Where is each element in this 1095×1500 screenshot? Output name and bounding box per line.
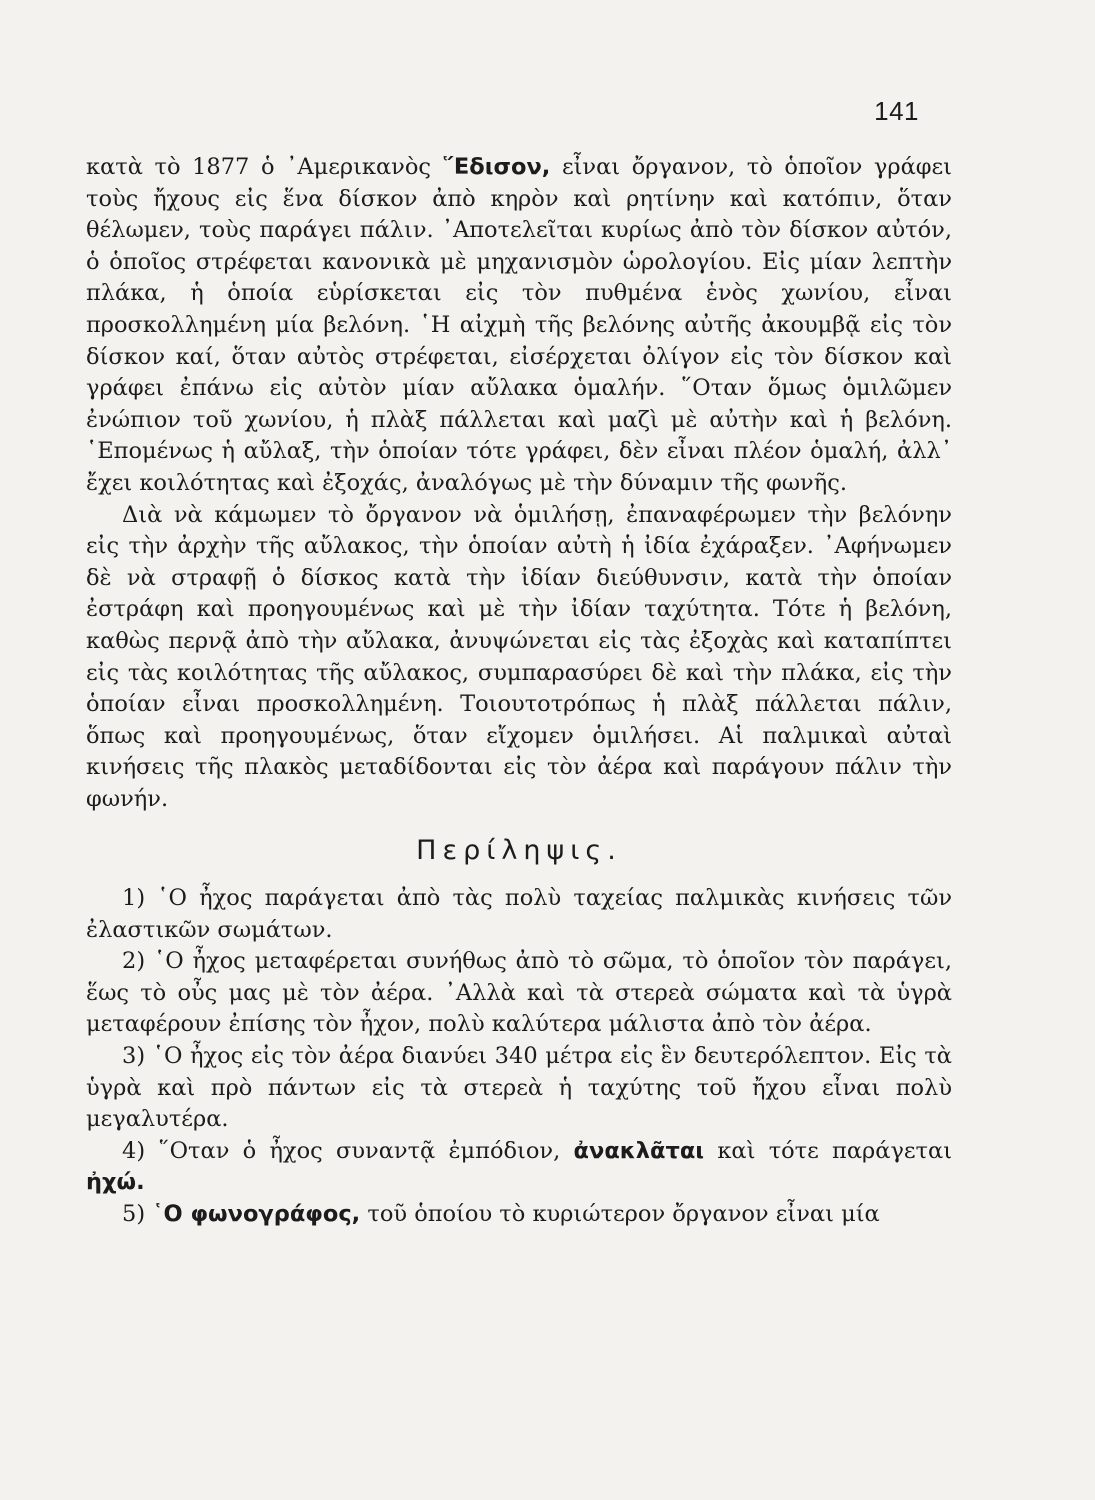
- inventor-name: ῞Εδισον,: [442, 154, 551, 180]
- summary-text: τοῦ ὁποίου τὸ κυριώτερον ὄργανον εἶναι μία: [367, 1201, 880, 1227]
- paragraph-playback: Διὰ νὰ κάμωμεν τὸ ὄργανον νὰ ὁμιλήσῃ, ἐπαναφέρωμεν τὴν βελόνην εἰς τὴν ἀρχὴν τῆς αὔλακος, τὴν ὁποίαν αὐτὴ ἡ ἰδία ἐχάραξεν. ᾿Αφήνωμεν δὲ νὰ στραφῇ ὁ δίσκος κατὰ τὴν ἰδίαν διεύθυνσιν, κατὰ τὴν ὁποίαν ἐστράφη καὶ προηγουμένως καὶ μὲ τὴν ἰδίαν ταχύτητα. Τότε ἡ βελόνη, καθὼς περνᾷ ἀπὸ τὴν αὔλακα, ἀνυψώνεται εἰς τὰς ἐξοχὰς καὶ καταπίπτει εἰς τὰς κοιλότητας τῆς αὔλακος, συμπαρασύρει δὲ καὶ τὴν πλάκα, εἰς τὴν ὁποίαν εἶναι προσκολλημένη. Τοιουτοτρόπως ἡ πλὰξ πάλλεται πάλιν, ὅπως καὶ προηγουμένως, ὅταν εἴχομεν ὁμιλήσει. Αἱ παλμικαὶ αὐταὶ κινήσεις τῆς πλακὸς μεταδίδονται εἰς τὸν ἀέρα καὶ παράγουν πάλιν τὴν φωνήν.: [86, 501, 952, 812]
- summary-text: 4) ῞Οταν ὁ ἦχος συναντᾷ ἐμπόδιον,: [122, 1137, 561, 1164]
- summary-item-1: 1) ῾Ο ἦχος παράγεται ἀπὸ τὰς πολὺ ταχείας παλμικὰς κινήσεις τῶν ἐλαστικῶν σωμάτων.: [86, 885, 952, 943]
- bold-term-echo: ἠχώ.: [86, 1169, 145, 1196]
- paragraph-text: κατὰ τὸ 1877 ὁ ᾿Αμερικανὸς: [86, 154, 432, 180]
- paragraph-text: εἶναι ὄργανον, τὸ ὁποῖον γράφει τοὺς ἤχους εἰς ἕνα δίσκον ἀπὸ κηρὸν καὶ ρητίνην καὶ κατόπιν, ὅταν θέλωμεν, τοὺς παράγει πάλιν. ᾿Αποτελεῖται κυρίως ἀπὸ τὸν δίσκον αὐτόν, ὁ ὁποῖος στρέφεται κανονικὰ μὲ μηχανισμὸν ὡρολογίου. Εἰς μίαν λεπτὴν πλάκα, ἡ ὁποία εὑρίσκεται εἰς τὸν πυθμένα ἑνὸς χωνίου, εἶναι προσκολλημένη μία βελόνη. ῾Η αἰχμὴ τῆς βελόνης αὐτῆς ἀκουμβᾷ εἰς τὸν δίσκον καί, ὅταν αὐτὸς στρέφεται, εἰσέρχεται ὀλίγον εἰς τὸν δίσκον καὶ γράφει ἐπάνω εἰς αὐτὸν μίαν αὔλακα ὁμαλήν. ῞Οταν ὅμως ὁμιλῶμεν ἐνώπιον τοῦ χωνίου, ἡ πλὰξ πάλλεται καὶ μαζὶ μὲ αὐτὴν καὶ ἡ βελόνη. ῾Επομένως ἡ αὔλαξ, τὴν ὁποίαν τότε γράφει, δὲν εἶναι πλέον ὁμαλή, ἀλλ᾿ ἔχει κοιλότητας καὶ ἐξοχάς, ἀναλόγως μὲ τὴν δύναμιν τῆς φωνῆς.: [86, 154, 953, 496]
- paragraph-phonograph-description: [86, 152, 952, 500]
- summary-heading: Περίληψις.: [416, 835, 622, 867]
- summary-item-3: 3) ῾Ο ἦχος εἰς τὸν ἀέρα διανύει 340 μέτρα εἰς ἓν δευτερόλεπτον. Εἰς τὰ ὑγρὰ καὶ πρὸ πάντων εἰς τὰ στερεὰ ἡ ταχύτης τοῦ ἤχου εἶναι πολὺ μεγαλυτέρα.: [86, 1043, 952, 1133]
- page-number: 141: [874, 96, 919, 126]
- bold-term-reflection: ἀνακλᾶται: [573, 1137, 705, 1164]
- summary-text: καὶ τότε παράγεται: [717, 1137, 953, 1164]
- summary-item-2: 2) ῾Ο ἦχος μεταφέρεται συνήθως ἀπὸ τὸ σῶμα, τὸ ὁποῖον τὸν παράγει, ἕως τὸ οὖς μας μὲ τὸν ἀέρα. ᾿Αλλὰ καὶ τὰ στερεὰ σώματα καὶ τὰ ὑγρὰ μεταφέρουν ἐπίσης τὸν ἦχον, πολὺ καλύτερα μάλιστα ἀπὸ τὸν ἀέρα.: [86, 948, 952, 1038]
- summary-item-4: [86, 1136, 952, 1199]
- summary-number: 5): [122, 1201, 146, 1227]
- summary-item-5: [86, 1199, 952, 1231]
- page-body: [86, 152, 952, 1231]
- bold-term-phonograph: ῾Ο φωνογράφος,: [152, 1201, 361, 1227]
